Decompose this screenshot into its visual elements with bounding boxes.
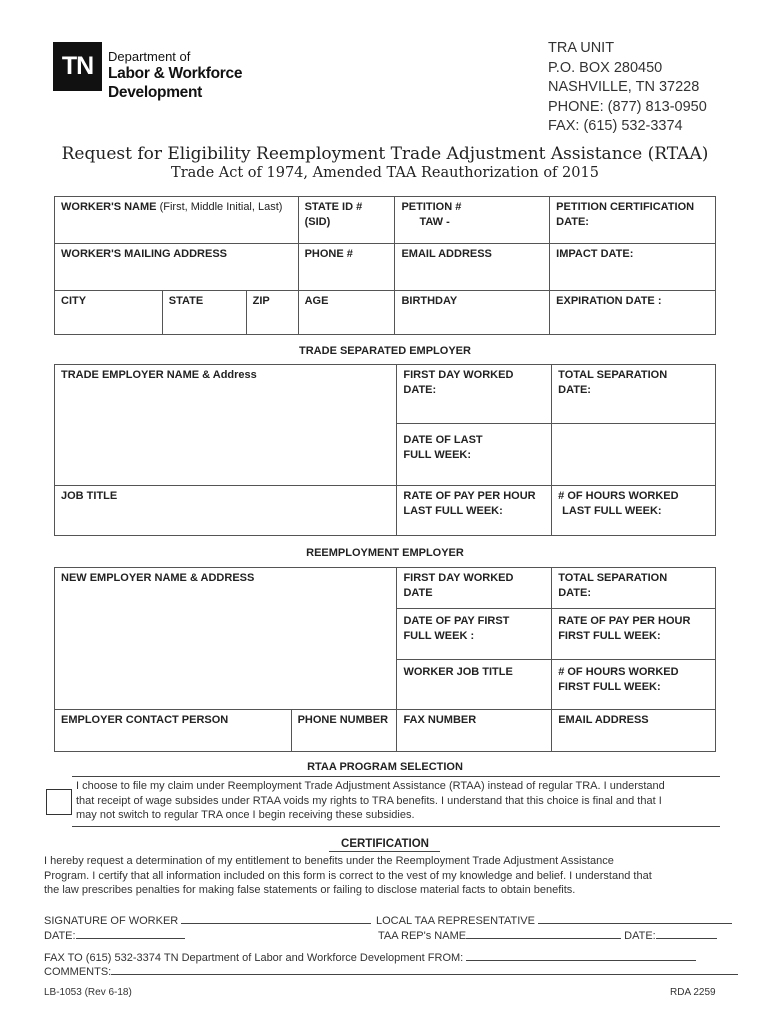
cert-line: I hereby request a determination of my entitlement to benefits under the Reemployment Trade Adjustment Assistance xyxy=(44,855,614,867)
rtaa-line: may not switch to regular TRA once I begin receiving these subsidies. xyxy=(76,809,415,821)
age-field[interactable] xyxy=(298,291,395,335)
trade-employer-label: TRADE EMPLOYER NAME & Address xyxy=(61,369,257,381)
worker-date-label: DATE: xyxy=(44,930,76,942)
logo-line-1: Department of xyxy=(108,49,191,64)
fax-to-row xyxy=(44,951,696,966)
rep-date-line[interactable] xyxy=(656,938,717,939)
reemp-first-day-field[interactable] xyxy=(397,568,552,609)
trade-job-title-label: JOB TITLE xyxy=(61,490,118,502)
city-label: CITY xyxy=(61,295,87,307)
rep-date-label: DATE: xyxy=(624,930,656,942)
trade-rate-label: RATE OF PAY PER HOUR xyxy=(403,490,536,502)
logo-line-2: Labor & Workforce xyxy=(108,65,243,82)
trade-employer-heading: TRADE SEPARATED EMPLOYER xyxy=(299,345,471,357)
form-subtitle: Trade Act of 1974, Amended TAA Reauthorization of 2015 xyxy=(171,165,599,181)
zip-field[interactable] xyxy=(246,291,298,335)
petition-cert-date-label: DATE: xyxy=(556,216,589,228)
email-field[interactable] xyxy=(395,244,550,291)
reemp-email-label: EMAIL ADDRESS xyxy=(558,714,649,726)
email-label: EMAIL ADDRESS xyxy=(401,248,492,260)
mailing-address-field[interactable] xyxy=(55,244,299,291)
reemp-phone-field[interactable] xyxy=(291,710,397,752)
trade-last-full-week-label: FULL WEEK: xyxy=(403,449,472,461)
reemp-pay-first-label: DATE OF PAY FIRST xyxy=(403,615,510,627)
state-id-field[interactable] xyxy=(298,197,395,244)
rtaa-line: I choose to file my claim under Reemployment Trade Adjustment Assistance (RTAA) instead of regular TRA. I understand xyxy=(76,780,665,792)
trade-rate-week-label: LAST FULL WEEK: xyxy=(403,505,503,517)
reemp-rate-week-label: FIRST FULL WEEK: xyxy=(558,630,661,642)
trade-employer-table xyxy=(54,364,716,536)
signature-label: SIGNATURE OF WORKER xyxy=(44,915,179,927)
form-number: LB-1053 (Rev 6-18) xyxy=(44,987,132,998)
reemp-email-field[interactable] xyxy=(552,710,716,752)
cert-line: Program. I certify that all information included on this form is correct to the vest of my knowledge and belief. I understand that xyxy=(44,869,652,882)
rep-name-label: TAA REP's NAME xyxy=(378,930,467,942)
employer-contact-label: EMPLOYER CONTACT PERSON xyxy=(61,714,229,726)
form-title: Request for Eligibility Reemployment Trade Adjustment Assistance (RTAA) xyxy=(61,144,709,164)
reemployment-table xyxy=(54,567,716,752)
comments-line[interactable] xyxy=(111,974,738,975)
worker-name-label: WORKER'S NAME xyxy=(61,201,157,213)
impact-date-field[interactable] xyxy=(550,244,716,291)
reemployment-heading: REEMPLOYMENT EMPLOYER xyxy=(306,547,464,559)
worker-name-field[interactable] xyxy=(55,197,299,244)
trade-total-sep-label: TOTAL SEPARATION xyxy=(558,369,668,381)
reemp-phone-label: PHONE NUMBER xyxy=(297,714,389,726)
certification-heading: CERTIFICATION xyxy=(341,838,429,850)
trade-total-sep-field[interactable] xyxy=(552,365,716,424)
signature-row xyxy=(44,914,371,929)
trade-employer-name-field[interactable] xyxy=(55,365,397,486)
petition-cert-field[interactable] xyxy=(550,197,716,244)
address-line: PHONE: (877) 813-0950 xyxy=(548,98,707,115)
worker-info-table xyxy=(54,196,716,335)
tn-logo-mark: TN xyxy=(53,42,102,91)
reemp-rate-label: RATE OF PAY PER HOUR xyxy=(558,615,691,627)
employer-contact-field[interactable] xyxy=(55,710,292,752)
certification-statement xyxy=(44,854,734,898)
phone-label: PHONE # xyxy=(304,248,353,260)
rep-name-row xyxy=(378,929,717,944)
state-id-label: STATE ID # (SID) xyxy=(304,201,363,228)
reemp-job-title-field[interactable] xyxy=(397,660,552,710)
rtaa-top-rule xyxy=(72,776,720,777)
rep-name-line[interactable] xyxy=(466,938,621,939)
trade-hours-field[interactable] xyxy=(552,486,716,536)
rtaa-bottom-rule xyxy=(72,826,720,827)
cert-line: the law prescribes penalties for making false statements or failing to disclose material facts to obtain benefits. xyxy=(44,884,576,896)
trade-first-day-field[interactable] xyxy=(397,365,552,424)
mailing-address-block xyxy=(548,39,707,137)
worker-date-line[interactable] xyxy=(76,938,185,939)
trade-hours-week-label: LAST FULL WEEK: xyxy=(562,505,662,517)
reemp-total-sep-date-label: DATE: xyxy=(558,587,591,599)
worker-date-row xyxy=(44,929,185,944)
zip-label: ZIP xyxy=(252,295,270,307)
birthday-label: BIRTHDAY xyxy=(401,295,458,307)
trade-rate-field[interactable] xyxy=(397,486,552,536)
taw-label: TAW - xyxy=(419,216,450,228)
comments-row xyxy=(44,965,738,980)
expiration-date-field[interactable] xyxy=(550,291,716,335)
signature-line[interactable] xyxy=(181,923,371,924)
local-rep-row xyxy=(376,914,732,929)
petition-cert-label: PETITION CERTIFICATION xyxy=(556,201,695,213)
trade-total-sep-date-label: DATE: xyxy=(558,384,591,396)
new-employer-label: NEW EMPLOYER NAME & ADDRESS xyxy=(61,572,255,584)
address-line: P.O. BOX 280450 xyxy=(548,59,663,76)
rtaa-choice-checkbox[interactable] xyxy=(46,789,72,815)
address-line: NASHVILLE, TN 37228 xyxy=(548,79,700,95)
rtaa-heading: RTAA PROGRAM SELECTION xyxy=(307,761,463,773)
age-label: AGE xyxy=(304,295,329,307)
city-field[interactable] xyxy=(55,291,163,335)
state-field[interactable] xyxy=(162,291,246,335)
impact-date-label: IMPACT DATE: xyxy=(556,248,634,260)
address-line: FAX: (615) 532-3374 xyxy=(548,118,683,134)
new-employer-field[interactable] xyxy=(55,568,397,710)
reemp-first-day-label: FIRST DAY WORKED DATE xyxy=(403,572,514,599)
certification-underline xyxy=(329,851,440,852)
reemp-hours-field[interactable] xyxy=(552,660,716,710)
from-line[interactable] xyxy=(466,960,696,961)
rtaa-statement xyxy=(76,779,726,823)
trade-job-title-field[interactable] xyxy=(55,486,397,536)
reemp-total-sep-field[interactable] xyxy=(552,568,716,609)
trade-last-full-label: DATE OF LAST xyxy=(403,434,483,446)
mailing-label: WORKER'S MAILING ADDRESS xyxy=(61,248,227,260)
reemp-total-sep-label: TOTAL SEPARATION xyxy=(558,572,668,584)
petition-field[interactable] xyxy=(395,197,550,244)
reemp-hours-week-label: FIRST FULL WEEK: xyxy=(558,681,661,693)
logo-line-3: Development xyxy=(108,84,203,101)
trade-hours-label: # OF HOURS WORKED xyxy=(558,490,679,502)
trade-blank-field[interactable] xyxy=(552,424,716,486)
reemp-fax-label: FAX NUMBER xyxy=(403,714,477,726)
phone-field[interactable] xyxy=(298,244,395,291)
petition-label: PETITION # xyxy=(401,201,462,213)
address-line: TRA UNIT xyxy=(548,40,615,56)
reemp-pay-first-field[interactable] xyxy=(397,609,552,660)
trade-last-full-week-field[interactable] xyxy=(397,424,552,486)
fax-to-label: FAX TO (615) 532-3374 TN Department of Labor and Workforce Development FROM: xyxy=(44,952,464,964)
rda-number: RDA 2259 xyxy=(670,987,716,998)
birthday-field[interactable] xyxy=(395,291,550,335)
reemp-job-title-label: WORKER JOB TITLE xyxy=(403,666,513,678)
reemp-rate-field[interactable] xyxy=(552,609,716,660)
state-label: STATE xyxy=(168,295,204,307)
trade-first-day-label: FIRST DAY WORKED DATE: xyxy=(403,369,514,396)
local-rep-label: LOCAL TAA REPRESENTATIVE xyxy=(376,915,535,927)
reemp-pay-first-week-label: FULL WEEK : xyxy=(403,630,475,642)
expiration-date-label: EXPIRATION DATE : xyxy=(556,295,662,307)
comments-label: COMMENTS: xyxy=(44,966,112,978)
reemp-hours-label: # OF HOURS WORKED xyxy=(558,666,679,678)
local-rep-line[interactable] xyxy=(538,923,732,924)
rtaa-line: that receipt of wage subsides under RTAA voids my rights to TRA benefits. I understand that this choice is final and that I xyxy=(76,794,662,807)
reemp-fax-field[interactable] xyxy=(397,710,552,752)
worker-name-hint: (First, Middle Initial, Last) xyxy=(159,201,283,213)
